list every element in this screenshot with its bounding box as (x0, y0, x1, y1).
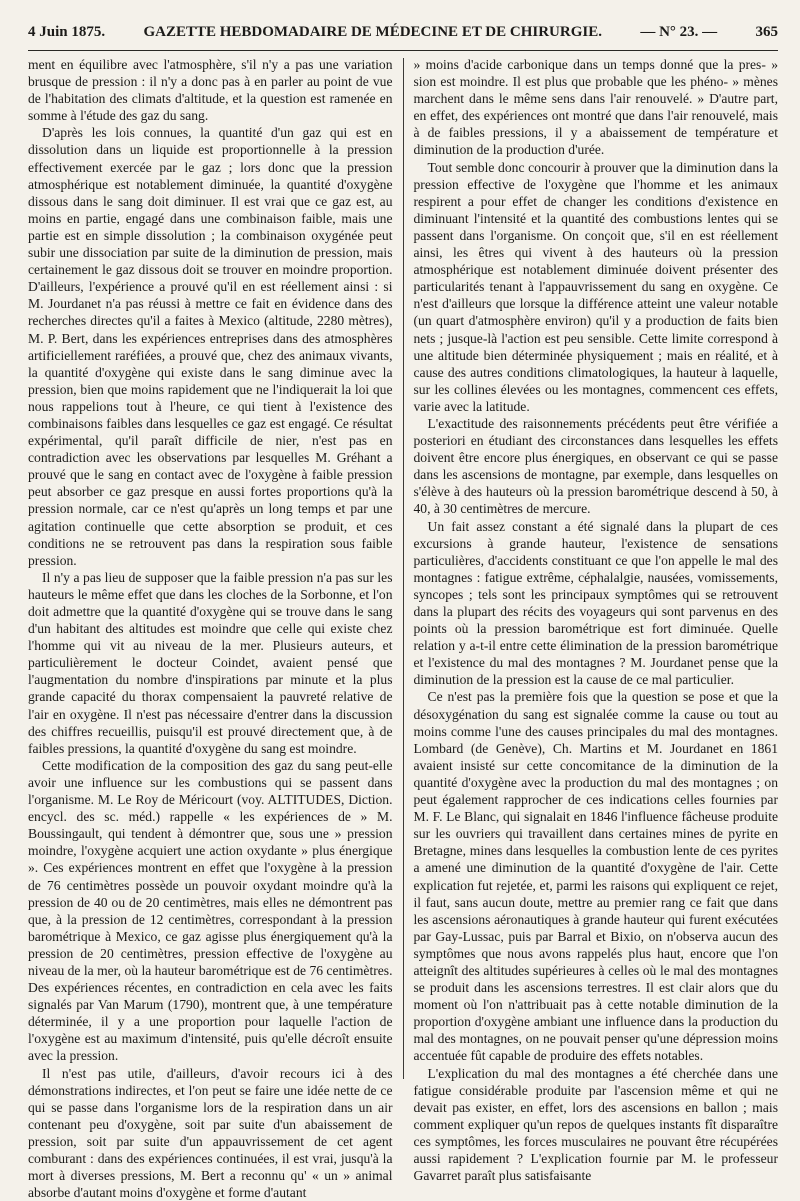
header-rule (28, 50, 778, 51)
running-header (28, 0, 778, 46)
paragraph: Il n'est pas utile, d'ailleurs, d'avoir recours ici à des démonstrations indirectes, et l'on peut se faire une idée nette de ce qui se passe dans l'organisme lors de la respiration dans un air contenant peu d'oxygène, soit par suite d'un abaissement de pression, soit par suite d'un appauvrissement de cet agent comburant : dans des expériences continuées, il est vrai, jusqu'à la mort à diverses pressions, M. Bert a reconnu qu' « un » animal absorbe d'autant moins d'oxygène et forme d'autant (28, 1065, 393, 1201)
paragraph: Ce n'est pas la première fois que la question se pose et que la désoxygénation du sang est signalée comme la cause ou tout au moins comme l'une des causes principales du mal des montagnes. Lombard (de Genève), Ch. Martins et M. Jourdanet en 1861 avaient insisté sur cette concomitance de la diminution de la quantité d'oxygène avec la production du mal des montagnes ; on peut également rapprocher de ces indications celles fournies par M. F. Le Blanc, qui signalait en 1846 l'influence fâcheuse produite sur les ouvriers qui travaillent dans certaines mines de pyrite en Bretagne, mines dans lesquelles la combustion lente de ces pyrites a amené une diminution de la quantité d'oxygène de l'air. Cette explication fut rejetée, et, parmi les raisons qui expliquent ce rejet, il faut, sans aucun doute, mettre au premier rang ce fait que dans les ascensions aéronautiques à grande hauteur qui furent exécutées par Gay-Lussac, puis par Barral et Bixio, on n'observa aucun des symptômes que nous avons rappelés plus haut, encore que l'on atteignît des altitudes supérieures à celles où le mal des montagnes se produit dans les ascensions terrestres. Il est clair alors que du moment où l'on n'attribuait pas à cette notable diminution de la proportion d'oxygène ambiant une influence dans la production du mal des montagnes, on ne pouvait penser qu'une dépression moins accentuée fût capable de produire des effets notables. (413, 689, 778, 1064)
text-columns (28, 56, 778, 1201)
header-date: 4 Juin 1875. (28, 24, 106, 40)
column-divider (403, 58, 404, 1079)
left-column (28, 56, 393, 1201)
paragraph: ment en équilibre avec l'atmosphère, s'il n'y a pas une variation brusque de pression : il n'y a donc pas à en parler au point de vue de l'habitation des climats d'altitude, et la question est ramenée en somme à l'étude des gaz du sang. (28, 57, 393, 124)
header-page-number: 365 (755, 24, 778, 40)
paragraph: D'après les lois connues, la quantité d'un gaz qui est en dissolution dans un liquide est proportionnelle à la pression effectivement exercée par le gaz ; lors donc que la pression atmosphérique est notablement diminuée, la quantité d'oxygène dissous dans le sang doit diminuer. Il est vrai que ce gaz est, au moins en partie, engagé dans une combinaison faible, mais une partie est en simple dissolution ; la combinaison oxygénée peut subir une dissociation par suite de la diminution de pression, mais certainement le gaz dissous doit se trouver en moindre proportion. D'ailleurs, l'expérience a prouvé qu'il en est réellement ainsi : si M. Jourdanet n'a pas réussi à mettre ce fait en évidence dans des recherches directes qu'il a faites à Mexico (altitude, 2280 mètres), M. P. Bert, dans les expériences entreprises dans des atmosphères artificiellement raréfiées, a prouvé que, chez des animaux vivants, la quantité d'oxygène qui existe dans le sang diminue avec la pression, bien que moins rapidement que ne l'indiquerait la loi que nous rappelions tout à l'heure, ce qui tient à l'existence des combinaisons faibles dans lesquelles ce gaz est engagé. Ce résultat expérimental, qu'il paraît difficile de nier, n'est pas en contradiction avec les observations par lesquelles M. Gréhant a prouvé que le sang en contact avec de l'oxygène à faible pression peut absorber ce gaz presque en aussi fortes proportions qu'à la pression normale, car ce n'est qu'après un long temps et par une agitation continuelle que cette absorption se produit, et ces conditions ne se retrouvent pas dans la respiration sous faible pression. (28, 125, 393, 568)
header-issue-number: — N° 23. — (640, 24, 718, 40)
header-journal-title: GAZETTE HEBDOMADAIRE DE MÉDECINE ET DE CHIRURGIE. (143, 24, 602, 40)
paragraph: Tout semble donc concourir à prouver que la diminution dans la pression effective de l'oxygène que l'homme et les animaux respirent a pour effet de changer les conditions d'existence en diminuant l'intensité et la quantité des combustions lentes qui se passent dans l'organisme. On conçoit que, s'il en est réellement ainsi, les êtres qui vivent à des hauteurs où la pression atmosphérique est notablement diminuée doivent présenter des particularités tenant à l'appauvrissement du sang en oxygène. Ce n'est d'ailleurs que lorsque la différence atteint une valeur notable (un quart d'atmosphère environ) qu'il y a production de faits bien nets ; jusque-là l'action est peu sensible. Cette limite correspond à une altitude bien déterminée physiquement ; mais en réalité, et à cause des autres conditions climatologiques, la hauteur à laquelle, sur les collines élevées ou les montagnes, commencent ces effets, varie avec la latitude. (413, 159, 778, 414)
right-column (413, 56, 779, 1184)
paragraph: » moins d'acide carbonique dans un temps donné que la pres- » sion est moindre. Il est plus que probable que les phéno- » mènes marchent dans le même sens dans l'air renouvelé. » D'autre part, en effet, des expériences ont montré que dans l'air renouvelé, mais à de faibles pressions, il y a abaissement de température et diminution de la production d'urée. (413, 57, 778, 158)
paragraph: Un fait assez constant a été signalé dans la plupart de ces excursions à grande hauteur, l'existence de sensations particulières, d'accidents constituant ce que l'on appelle le mal des montagnes : fatigue extrême, céphalalgie, nausées, vomissements, syncopes ; tels sont les principaux symptômes qui se retrouvent dans la plupart des récits des voyageurs qui sont parvenus en des points où la pression barométrique est fort diminuée. Quelle relation y a-t-il entre cette élimination de la pression barométrique et l'existence du mal des montagnes ? M. Jourdanet pense que la diminution de la pression est la cause de ce mal particulier. (413, 518, 778, 688)
paragraph: L'explication du mal des montagnes a été cherchée dans une fatigue considérable produite par l'ascension même et qui ne devait pas exister, en effet, lors des ascensions en ballon ; mais comment expliquer qu'un repos de quelques instants fît disparaître ces symptômes, les forces musculaires ne pouvant être récupérées aussi rapidement ? L'explication fournie par M. le professeur Gavarret paraît plus satisfaisante (413, 1065, 778, 1184)
paragraph: Cette modification de la composition des gaz du sang peut-elle avoir une influence sur les combustions qui se passent dans l'organisme. M. Le Roy de Méricourt (voy. ALTITUDES, Diction. encycl. des sc. méd.) rappelle « les expériences de » M. Boussingault, qui tendent à démontrer que, sous une » pression moindre, l'oxygène acquiert une action oxydante » plus énergique ». Ces expériences montrent en effet que l'oxygène à la pression de 76 centimètres possède un pouvoir oxydant moindre qu'à la pression de 40 ou de 20 centimètres, mais elles ne démontrent pas que, à la pression de 12 centimètres, correspondant à la pression barométrique à Mexico, ce gaz agisse plus énergiquement qu'à la pression de 20 centimètres, pression effective de l'oxygène au niveau de la mer, où la hauteur barométrique est de 76 centimètres. Des expériences récentes, en contradiction en cela avec les faits signalés par Van Marum (1790), montrent que, à une température déterminée, il y a une proportion pour laquelle l'action de l'oxygène est au maximum d'intensité, puis qu'elle décroît ensuite avec la pression. (28, 757, 393, 1064)
paragraph: L'exactitude des raisonnements précédents peut être vérifiée a posteriori en étudiant des circonstances dans lesquelles les effets doivent être encore plus énergiques, en observant ce qui se passe dans les ascensions de montagne, par exemple, dans lesquelles on s'élève à des hauteurs où la pression barométrique descend à 50, à 40, à 30 centimètres de mercure. (413, 415, 778, 517)
paragraph: Il n'y a pas lieu de supposer que la faible pression n'a pas sur les hauteurs le même effet que dans les cloches de la Sorbonne, et l'on doit admettre que la quantité d'oxygène qui se trouve dans le sang d'un habitant des altitudes est moindre que celle qui existe chez l'homme qui vit au niveau de la mer. Plusieurs auteurs, et particulièrement le docteur Coindet, avaient pensé que l'augmentation du nombre d'inspirations par minute et la plus grande capacité du thorax compensaient la pauvreté relative de l'air en oxygène. Il n'est pas nécessaire d'entrer dans la discussion des chiffres recueillis, puisqu'il est prouvé directement que, à de faibles pressions, la quantité d'oxygène du sang est moindre. (28, 569, 393, 756)
